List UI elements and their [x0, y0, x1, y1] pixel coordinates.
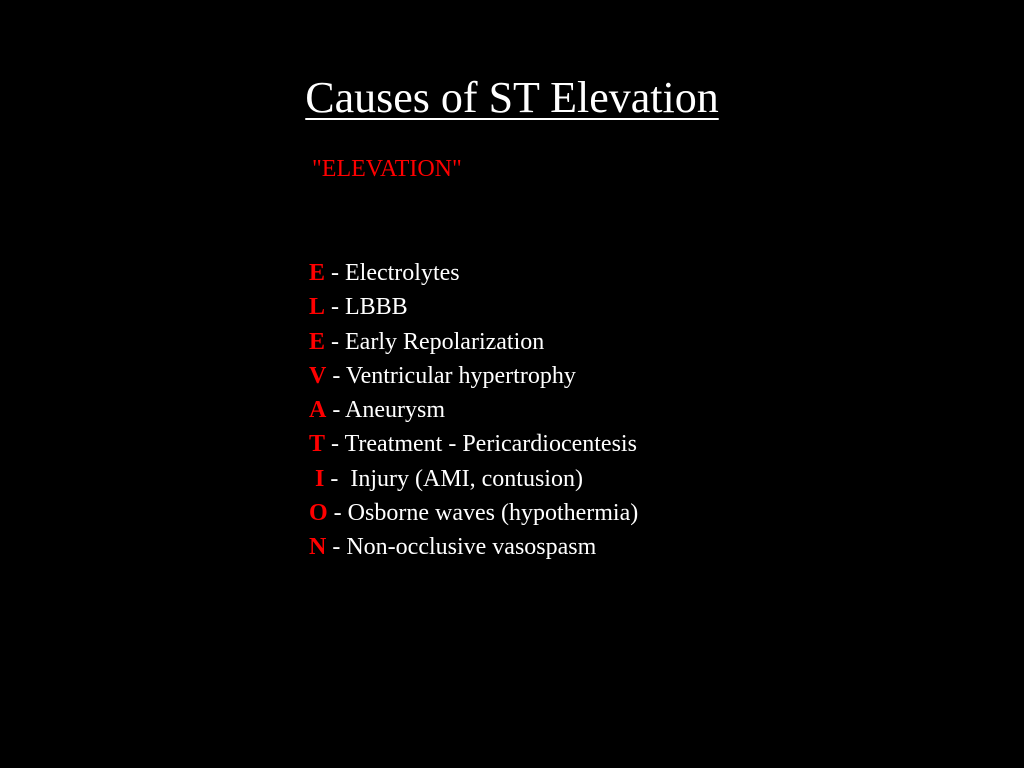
mnemonic-text: - Treatment - Pericardiocentesis	[325, 431, 637, 458]
mnemonic-letter: I	[309, 465, 325, 492]
mnemonic-list	[309, 256, 638, 565]
slide-title: Causes of ST Elevation	[305, 73, 719, 122]
list-item	[309, 393, 638, 427]
list-item	[309, 290, 638, 324]
mnemonic-letter: N	[309, 534, 327, 561]
mnemonic-text: - Osborne waves (hypothermia)	[327, 500, 639, 527]
mnemonic-letter: V	[309, 362, 327, 389]
slide-subtitle: "ELEVATION"	[312, 156, 462, 182]
mnemonic-letter: T	[309, 431, 326, 458]
mnemonic-text: - Electrolytes	[325, 260, 460, 286]
list-item	[309, 462, 638, 496]
mnemonic-letter: A	[309, 397, 327, 424]
mnemonic-letter: O	[309, 500, 328, 527]
list-item	[309, 256, 638, 290]
list-item	[309, 427, 638, 461]
mnemonic-letter: E	[309, 328, 326, 355]
mnemonic-text: - Injury (AMI, contusion)	[324, 465, 583, 492]
list-item	[309, 530, 638, 564]
list-item	[309, 325, 638, 359]
list-item	[309, 359, 638, 393]
mnemonic-text: - Early Repolarization	[325, 328, 545, 355]
mnemonic-text: - Non-occlusive vasospasm	[326, 534, 597, 561]
list-item	[309, 496, 638, 530]
mnemonic-text: - Aneurysm	[326, 397, 445, 424]
mnemonic-letter: E	[309, 260, 326, 286]
mnemonic-letter: L	[309, 294, 326, 321]
mnemonic-text: - Ventricular hypertrophy	[326, 362, 576, 389]
mnemonic-text: - LBBB	[325, 294, 408, 321]
